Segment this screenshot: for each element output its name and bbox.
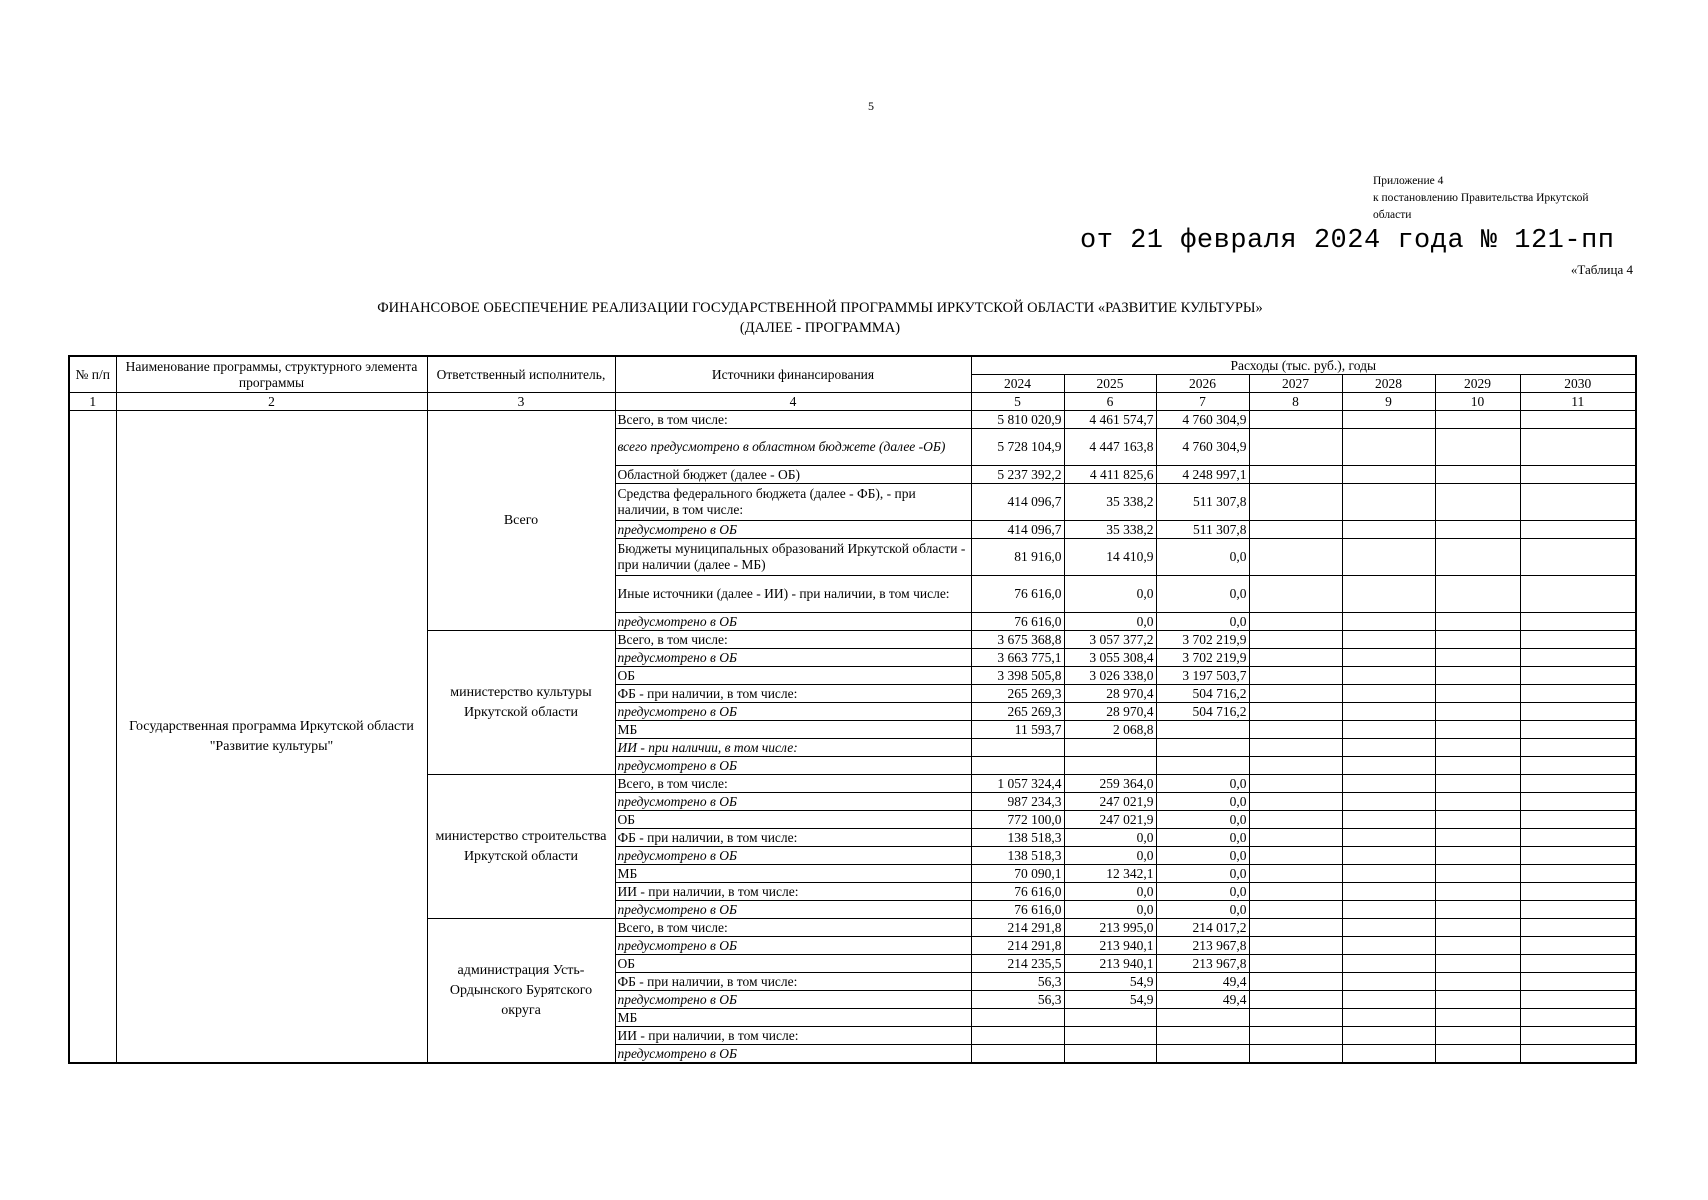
amount-cell: 4 248 997,1 [1156,466,1249,484]
amount-cell [971,1045,1064,1064]
amount-cell [1064,739,1156,757]
amount-cell [1435,901,1520,919]
amount-cell: 213 967,8 [1156,937,1249,955]
funding-source: предусмотрено в ОБ [615,901,971,919]
amount-cell [1249,775,1342,793]
amount-cell [1249,757,1342,775]
funding-source: Всего, в том числе: [615,631,971,649]
amount-cell: 3 057 377,2 [1064,631,1156,649]
amount-cell [1520,865,1636,883]
amount-cell [1520,631,1636,649]
amount-cell [1342,521,1435,539]
amount-cell: 28 970,4 [1064,685,1156,703]
amount-cell [1435,429,1520,466]
amount-cell [1520,973,1636,991]
amount-cell: 987 234,3 [971,793,1064,811]
amount-cell [1342,703,1435,721]
amount-cell [1520,811,1636,829]
amount-cell [1520,539,1636,576]
header-col-number: 8 [1249,393,1342,411]
amount-cell: 76 616,0 [971,883,1064,901]
amount-cell [1249,703,1342,721]
amount-cell [1064,757,1156,775]
amount-cell [1249,484,1342,521]
amount-cell [1249,429,1342,466]
amount-cell [1520,883,1636,901]
title-line: ФИНАНСОВОЕ ОБЕСПЕЧЕНИЕ РЕАЛИЗАЦИИ ГОСУДАРСТВЕННОЙ ПРОГРАММЫ ИРКУТСКОЙ ОБЛАСТИ «РАЗВИТИЕ КУЛЬТУРЫ» [377,300,1263,316]
amount-cell [1435,991,1520,1009]
amount-cell [1249,1027,1342,1045]
amount-cell [1435,847,1520,865]
funding-source: ИИ - при наличии, в том числе: [615,1027,971,1045]
funding-source: предусмотрено в ОБ [615,991,971,1009]
amount-cell [1156,739,1249,757]
amount-cell: 76 616,0 [971,576,1064,613]
amount-cell [1342,901,1435,919]
header-year: 2030 [1520,375,1636,393]
amount-cell: 0,0 [1156,811,1249,829]
amount-cell [1435,576,1520,613]
amount-cell: 11 593,7 [971,721,1064,739]
amount-cell [1435,811,1520,829]
funding-source: предусмотрено в ОБ [615,847,971,865]
amount-cell [1249,739,1342,757]
amount-cell: 511 307,8 [1156,484,1249,521]
funding-source: МБ [615,1009,971,1027]
header-year: 2029 [1435,375,1520,393]
amount-cell [1435,466,1520,484]
amount-cell [1520,521,1636,539]
funding-source: МБ [615,721,971,739]
amount-cell: 265 269,3 [971,703,1064,721]
amount-cell [1435,793,1520,811]
amount-cell [1520,919,1636,937]
amount-cell: 0,0 [1156,613,1249,631]
funding-source: ОБ [615,811,971,829]
amount-cell [1520,703,1636,721]
header-col-number: 6 [1064,393,1156,411]
funding-source: предусмотрено в ОБ [615,649,971,667]
funding-source: Областной бюджет (далее - ОБ) [615,466,971,484]
amount-cell [1342,775,1435,793]
amount-cell [1435,631,1520,649]
amount-cell [971,1027,1064,1045]
amount-cell [1249,973,1342,991]
amount-cell [1435,883,1520,901]
amount-cell [1156,1009,1249,1027]
amount-cell [1249,631,1342,649]
amount-cell [1342,576,1435,613]
amount-cell: 214 291,8 [971,937,1064,955]
amount-cell [1249,721,1342,739]
amount-cell [1342,829,1435,847]
header-num: № п/п [69,356,116,393]
amount-cell [1435,829,1520,847]
amount-cell [1520,1045,1636,1064]
amount-cell [1249,411,1342,429]
header-col-number: 3 [427,393,615,411]
appendix-line: Приложение 4 [1373,175,1444,187]
table-body [69,411,1636,1064]
funding-source: МБ [615,865,971,883]
amount-cell [1435,757,1520,775]
amount-cell: 54,9 [1064,973,1156,991]
amount-cell: 35 338,2 [1064,521,1156,539]
amount-cell [1249,613,1342,631]
title-line: (ДАЛЕЕ - ПРОГРАММА) [739,320,901,336]
amount-cell [1249,901,1342,919]
header-year: 2028 [1342,375,1435,393]
amount-cell [1064,1027,1156,1045]
amount-cell: 504 716,2 [1156,703,1249,721]
header-year: 2027 [1249,375,1342,393]
funding-source: ОБ [615,955,971,973]
appendix-line: к постановлению Правительства Иркутской [1373,192,1589,204]
header-col-number: 7 [1156,393,1249,411]
amount-cell: 3 197 503,7 [1156,667,1249,685]
amount-cell: 54,9 [1064,991,1156,1009]
amount-cell [1342,484,1435,521]
amount-cell [1342,739,1435,757]
amount-cell: 1 057 324,4 [971,775,1064,793]
amount-cell: 214 017,2 [1156,919,1249,937]
amount-cell [1342,847,1435,865]
amount-cell: 4 411 825,6 [1064,466,1156,484]
amount-cell: 0,0 [1156,539,1249,576]
amount-cell [1342,721,1435,739]
amount-cell: 772 100,0 [971,811,1064,829]
amount-cell: 35 338,2 [1064,484,1156,521]
amount-cell [1342,937,1435,955]
amount-cell [1156,721,1249,739]
amount-cell [1249,521,1342,539]
amount-cell: 0,0 [1156,829,1249,847]
amount-cell [971,757,1064,775]
amount-cell [1064,1045,1156,1064]
amount-cell [1342,1009,1435,1027]
header-col-number: 4 [615,393,971,411]
amount-cell [1520,411,1636,429]
amount-cell: 49,4 [1156,973,1249,991]
amount-cell [1249,1009,1342,1027]
amount-cell: 138 518,3 [971,847,1064,865]
amount-cell [1520,667,1636,685]
amount-cell [1342,865,1435,883]
amount-cell [1435,521,1520,539]
funding-source: Всего, в том числе: [615,411,971,429]
amount-cell [1435,613,1520,631]
amount-cell [1249,991,1342,1009]
decree-stamp: от 21 февраля 2024 года № 121-пп [1080,226,1615,256]
amount-cell: 12 342,1 [1064,865,1156,883]
amount-cell: 0,0 [1156,865,1249,883]
appendix-block [1373,173,1673,224]
amount-cell: 4 760 304,9 [1156,411,1249,429]
amount-cell [1520,775,1636,793]
amount-cell [1520,937,1636,955]
funding-source: Средства федерального бюджета (далее - ФБ), - при наличии, в том числе: [615,484,971,521]
header-expenses: Расходы (тыс. руб.), годы [971,356,1636,375]
amount-cell [1435,1027,1520,1045]
amount-cell: 3 026 338,0 [1064,667,1156,685]
amount-cell [1520,829,1636,847]
amount-cell [1342,811,1435,829]
amount-cell [1249,1045,1342,1064]
amount-cell: 5 237 392,2 [971,466,1064,484]
amount-cell: 3 702 219,9 [1156,631,1249,649]
amount-cell: 0,0 [1156,901,1249,919]
amount-cell [1435,721,1520,739]
executor-cell: министерство культуры Иркутской области [427,631,615,775]
amount-cell: 0,0 [1156,775,1249,793]
header-executor: Ответственный исполнитель, [427,356,615,393]
amount-cell [1249,685,1342,703]
program-name: Государственная программа Иркутской области "Развитие культуры" [116,411,427,1064]
amount-cell: 4 447 163,8 [1064,429,1156,466]
funding-source: всего предусмотрено в областном бюджете (далее -ОБ) [615,429,971,466]
amount-cell: 259 364,0 [1064,775,1156,793]
amount-cell [1435,1009,1520,1027]
amount-cell [1249,829,1342,847]
header-col-number: 5 [971,393,1064,411]
amount-cell [1520,576,1636,613]
document-title [0,298,1640,338]
amount-cell [1064,1009,1156,1027]
amount-cell: 4 461 574,7 [1064,411,1156,429]
amount-cell [1342,757,1435,775]
funding-source: предусмотрено в ОБ [615,757,971,775]
amount-cell: 0,0 [1064,847,1156,865]
funding-source: ФБ - при наличии, в том числе: [615,973,971,991]
amount-cell [1435,865,1520,883]
amount-cell: 0,0 [1156,847,1249,865]
amount-cell [1249,847,1342,865]
amount-cell [1342,1045,1435,1064]
amount-cell: 0,0 [1064,901,1156,919]
amount-cell [1249,576,1342,613]
amount-cell [1435,973,1520,991]
executor-cell: министерство строительства Иркутской области [427,775,615,919]
amount-cell: 3 675 368,8 [971,631,1064,649]
amount-cell [1520,955,1636,973]
amount-cell [1249,466,1342,484]
amount-cell: 214 291,8 [971,919,1064,937]
amount-cell: 265 269,3 [971,685,1064,703]
amount-cell [1342,411,1435,429]
amount-cell [1520,793,1636,811]
amount-cell: 414 096,7 [971,484,1064,521]
amount-cell [1342,991,1435,1009]
amount-cell: 3 663 775,1 [971,649,1064,667]
amount-cell [1520,613,1636,631]
amount-cell [1520,466,1636,484]
amount-cell [1520,649,1636,667]
amount-cell: 414 096,7 [971,521,1064,539]
header-col-number: 1 [69,393,116,411]
header-year: 2026 [1156,375,1249,393]
amount-cell [1156,1027,1249,1045]
amount-cell: 14 410,9 [1064,539,1156,576]
amount-cell [971,1009,1064,1027]
amount-cell: 0,0 [1064,576,1156,613]
amount-cell [1249,811,1342,829]
amount-cell [1342,667,1435,685]
amount-cell [1249,883,1342,901]
amount-cell [1435,703,1520,721]
amount-cell [1435,484,1520,521]
amount-cell [1342,613,1435,631]
amount-cell [1435,685,1520,703]
amount-cell [1249,865,1342,883]
amount-cell: 5 810 020,9 [971,411,1064,429]
amount-cell [1342,631,1435,649]
funding-source: предусмотрено в ОБ [615,1045,971,1064]
amount-cell [971,739,1064,757]
amount-cell [1342,919,1435,937]
header-year: 2024 [971,375,1064,393]
table-row [69,411,1636,429]
amount-cell: 247 021,9 [1064,811,1156,829]
amount-cell [1520,1009,1636,1027]
amount-cell [1342,955,1435,973]
amount-cell [1520,757,1636,775]
amount-cell: 70 090,1 [971,865,1064,883]
amount-cell: 511 307,8 [1156,521,1249,539]
amount-cell: 28 970,4 [1064,703,1156,721]
header-source: Источники финансирования [615,356,971,393]
amount-cell [1342,883,1435,901]
funding-source: ИИ - при наличии, в том числе: [615,739,971,757]
amount-cell: 138 518,3 [971,829,1064,847]
funding-source: ИИ - при наличии, в том числе: [615,883,971,901]
amount-cell: 213 940,1 [1064,937,1156,955]
amount-cell [1520,1027,1636,1045]
funding-source: ОБ [615,667,971,685]
amount-cell [1435,937,1520,955]
amount-cell [1342,649,1435,667]
amount-cell [1156,1045,1249,1064]
amount-cell [1520,484,1636,521]
amount-cell: 3 702 219,9 [1156,649,1249,667]
funding-source: Бюджеты муниципальных образований Иркутской области - при наличии (далее - МБ) [615,539,971,576]
amount-cell [1249,649,1342,667]
amount-cell [1249,937,1342,955]
amount-cell [1342,973,1435,991]
amount-cell: 0,0 [1156,576,1249,613]
amount-cell [1520,847,1636,865]
amount-cell [1520,721,1636,739]
amount-cell: 49,4 [1156,991,1249,1009]
amount-cell [1249,539,1342,576]
amount-cell [1520,901,1636,919]
amount-cell: 0,0 [1064,613,1156,631]
amount-cell: 213 967,8 [1156,955,1249,973]
amount-cell [1342,429,1435,466]
amount-cell [1520,991,1636,1009]
amount-cell [1435,411,1520,429]
amount-cell: 504 716,2 [1156,685,1249,703]
funding-source: ФБ - при наличии, в том числе: [615,829,971,847]
amount-cell [1342,539,1435,576]
amount-cell [1342,1027,1435,1045]
amount-cell [1249,955,1342,973]
amount-cell [1520,739,1636,757]
appendix-line: области [1373,209,1412,221]
amount-cell: 56,3 [971,991,1064,1009]
funding-source: предусмотрено в ОБ [615,937,971,955]
page-number: 5 [868,99,874,113]
finance-table [68,355,1637,1064]
amount-cell: 0,0 [1156,793,1249,811]
table-header [69,356,1636,411]
amount-cell: 0,0 [1156,883,1249,901]
row-number-cell [69,411,116,1064]
amount-cell: 76 616,0 [971,613,1064,631]
amount-cell: 3 055 308,4 [1064,649,1156,667]
funding-source: Всего, в том числе: [615,919,971,937]
amount-cell [1435,539,1520,576]
header-col-number: 2 [116,393,427,411]
header-col-number: 11 [1520,393,1636,411]
header-year: 2025 [1064,375,1156,393]
amount-cell [1342,685,1435,703]
amount-cell [1435,739,1520,757]
executor-cell: администрация Усть-Ордынского Бурятского округа [427,919,615,1064]
amount-cell: 56,3 [971,973,1064,991]
amount-cell: 2 068,8 [1064,721,1156,739]
amount-cell [1342,793,1435,811]
amount-cell [1249,919,1342,937]
amount-cell [1249,793,1342,811]
funding-source: ФБ - при наличии, в том числе: [615,685,971,703]
amount-cell [1520,429,1636,466]
funding-source: предусмотрено в ОБ [615,793,971,811]
amount-cell: 4 760 304,9 [1156,429,1249,466]
header-col-number: 9 [1342,393,1435,411]
amount-cell: 76 616,0 [971,901,1064,919]
amount-cell: 3 398 505,8 [971,667,1064,685]
funding-source: предусмотрено в ОБ [615,703,971,721]
amount-cell: 213 940,1 [1064,955,1156,973]
amount-cell: 213 995,0 [1064,919,1156,937]
header-name: Наименование программы, структурного элемента программы [116,356,427,393]
amount-cell: 214 235,5 [971,955,1064,973]
funding-source: Всего, в том числе: [615,775,971,793]
amount-cell [1342,466,1435,484]
amount-cell: 0,0 [1064,829,1156,847]
funding-source: предусмотрено в ОБ [615,613,971,631]
amount-cell: 247 021,9 [1064,793,1156,811]
amount-cell: 81 916,0 [971,539,1064,576]
amount-cell [1435,919,1520,937]
amount-cell [1435,1045,1520,1064]
funding-source: Иные источники (далее - ИИ) - при наличии, в том числе: [615,576,971,613]
amount-cell [1435,649,1520,667]
amount-cell [1435,775,1520,793]
table-reference: «Таблица 4 [1570,262,1633,277]
amount-cell: 5 728 104,9 [971,429,1064,466]
amount-cell [1435,667,1520,685]
executor-cell: Всего [427,411,615,631]
amount-cell [1520,685,1636,703]
funding-source: предусмотрено в ОБ [615,521,971,539]
amount-cell [1249,667,1342,685]
amount-cell [1156,757,1249,775]
amount-cell: 0,0 [1064,883,1156,901]
header-col-number: 10 [1435,393,1520,411]
amount-cell [1435,955,1520,973]
